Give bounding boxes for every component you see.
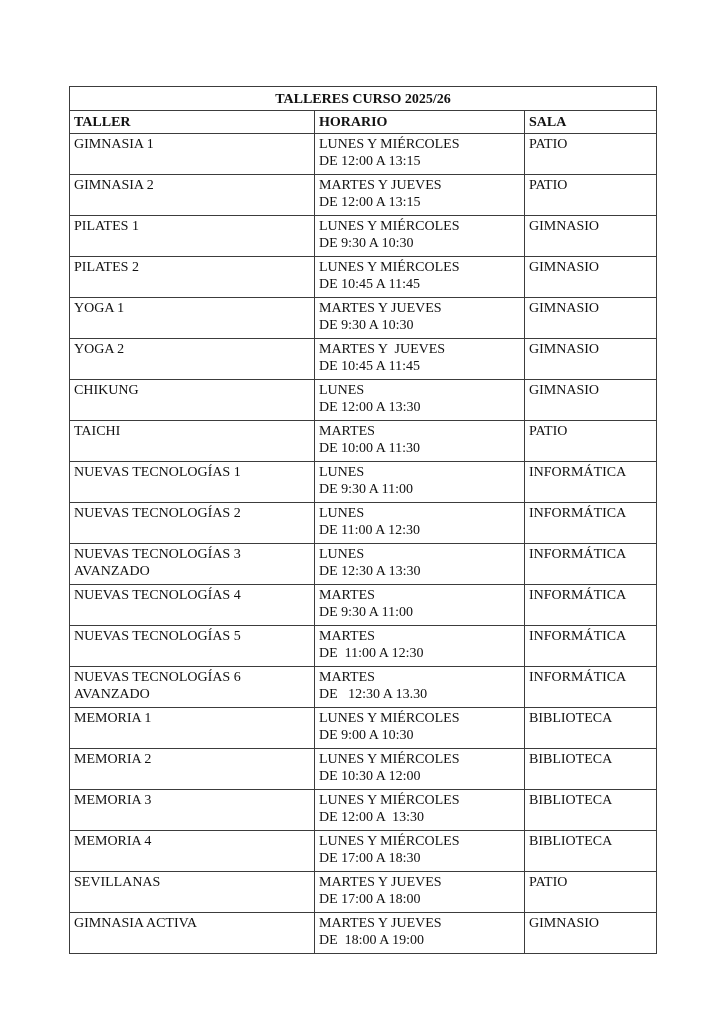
cell-taller	[70, 298, 315, 339]
taller-name-line: AVANZADO	[74, 687, 150, 702]
table-title-row	[70, 87, 657, 111]
cell-horario	[315, 544, 525, 585]
table-row	[70, 216, 657, 257]
horario-line: LUNES Y MIÉRCOLES	[319, 834, 460, 849]
horario-line: MARTES Y JUEVES	[319, 178, 442, 193]
cell-horario	[315, 257, 525, 298]
table-row	[70, 257, 657, 298]
horario-line: DE 12:30 A 13.30	[319, 687, 428, 702]
cell-horario	[315, 585, 525, 626]
horario-line: MARTES Y JUEVES	[319, 916, 442, 931]
taller-name-line: NUEVAS TECNOLOGÍAS 6	[74, 670, 241, 685]
horario-line: DE 17:00 A 18:30	[319, 851, 421, 866]
taller-name-line: NUEVAS TECNOLOGÍAS 5	[74, 629, 241, 644]
horario-line: MARTES Y JUEVES	[319, 342, 446, 357]
horario-line: DE 10:45 A 11:45	[319, 277, 420, 292]
taller-name-line: YOGA 2	[74, 342, 125, 357]
cell-sala: INFORMÁTICA	[525, 667, 657, 708]
cell-horario	[315, 749, 525, 790]
cell-horario	[315, 626, 525, 667]
cell-sala: GIMNASIO	[525, 913, 657, 954]
cell-horario	[315, 216, 525, 257]
cell-horario	[315, 175, 525, 216]
horario-line: DE 9:30 A 11:00	[319, 482, 413, 497]
horario-line: LUNES	[319, 547, 365, 562]
cell-horario	[315, 831, 525, 872]
horario-line: MARTES	[319, 670, 375, 685]
horario-line: MARTES	[319, 629, 375, 644]
cell-taller	[70, 175, 315, 216]
table-row	[70, 749, 657, 790]
cell-taller	[70, 544, 315, 585]
horario-line: LUNES Y MIÉRCOLES	[319, 752, 460, 767]
horario-line: LUNES	[319, 465, 365, 480]
column-header-horario: HORARIO	[315, 111, 525, 134]
table-row	[70, 298, 657, 339]
cell-horario	[315, 298, 525, 339]
horario-line: DE 11:00 A 12:30	[319, 646, 424, 661]
cell-sala: INFORMÁTICA	[525, 503, 657, 544]
cell-horario	[315, 421, 525, 462]
cell-sala: INFORMÁTICA	[525, 626, 657, 667]
table-row	[70, 790, 657, 831]
cell-taller	[70, 790, 315, 831]
taller-name-line: GIMNASIA 2	[74, 178, 154, 193]
cell-sala: PATIO	[525, 134, 657, 175]
table-row	[70, 585, 657, 626]
horario-line: LUNES Y MIÉRCOLES	[319, 137, 460, 152]
taller-name-line: SEVILLANAS	[74, 875, 161, 890]
horario-line: DE 9:30 A 10:30	[319, 318, 414, 333]
cell-sala: GIMNASIO	[525, 216, 657, 257]
horario-line: MARTES Y JUEVES	[319, 301, 442, 316]
horario-line: DE 12:00 A 13:30	[319, 400, 421, 415]
horario-line: DE 10:00 A 11:30	[319, 441, 420, 456]
cell-sala: INFORMÁTICA	[525, 544, 657, 585]
cell-horario	[315, 790, 525, 831]
taller-name-line: NUEVAS TECNOLOGÍAS 2	[74, 506, 241, 521]
table-row	[70, 462, 657, 503]
table-row	[70, 626, 657, 667]
cell-horario	[315, 503, 525, 544]
cell-taller	[70, 462, 315, 503]
cell-sala: INFORMÁTICA	[525, 462, 657, 503]
taller-name-line: TAICHI	[74, 424, 121, 439]
taller-name-line: MEMORIA 1	[74, 711, 152, 726]
cell-sala: GIMNASIO	[525, 257, 657, 298]
horario-line: MARTES	[319, 588, 375, 603]
cell-sala: PATIO	[525, 421, 657, 462]
cell-taller	[70, 831, 315, 872]
table-row	[70, 380, 657, 421]
taller-name-line: YOGA 1	[74, 301, 125, 316]
taller-name-line: MEMORIA 2	[74, 752, 152, 767]
taller-name-line: NUEVAS TECNOLOGÍAS 3	[74, 547, 241, 562]
cell-taller	[70, 872, 315, 913]
cell-sala: GIMNASIO	[525, 339, 657, 380]
cell-horario	[315, 708, 525, 749]
cell-taller	[70, 913, 315, 954]
cell-sala: PATIO	[525, 872, 657, 913]
cell-taller	[70, 667, 315, 708]
cell-taller	[70, 503, 315, 544]
taller-name-line: NUEVAS TECNOLOGÍAS 4	[74, 588, 241, 603]
cell-taller	[70, 749, 315, 790]
horario-line: DE 17:00 A 18:00	[319, 892, 421, 907]
cell-sala: GIMNASIO	[525, 380, 657, 421]
table-title: TALLERES CURSO 2025/26	[70, 87, 657, 111]
cell-sala: BIBLIOTECA	[525, 749, 657, 790]
horario-line: DE 9:30 A 11:00	[319, 605, 413, 620]
horario-line: DE 12:00 A 13:15	[319, 154, 421, 169]
horario-line: DE 18:00 A 19:00	[319, 933, 425, 948]
horario-line: MARTES Y JUEVES	[319, 875, 442, 890]
cell-taller	[70, 585, 315, 626]
cell-taller	[70, 380, 315, 421]
cell-horario	[315, 339, 525, 380]
table-row	[70, 175, 657, 216]
cell-taller	[70, 626, 315, 667]
table-row	[70, 421, 657, 462]
taller-name-line: PILATES 1	[74, 219, 139, 234]
table-row	[70, 503, 657, 544]
taller-name-line: CHIKUNG	[74, 383, 139, 398]
horario-line: DE 12:00 A 13:15	[319, 195, 421, 210]
horario-line: DE 10:45 A 11:45	[319, 359, 420, 374]
cell-horario	[315, 872, 525, 913]
horario-line: DE 12:30 A 13:30	[319, 564, 421, 579]
column-header-taller: TALLER	[70, 111, 315, 134]
horario-line: DE 12:00 A 13:30	[319, 810, 425, 825]
horario-line: DE 9:30 A 10:30	[319, 236, 414, 251]
table-header-row	[70, 111, 657, 134]
horario-line: LUNES Y MIÉRCOLES	[319, 260, 460, 275]
cell-taller	[70, 708, 315, 749]
cell-taller	[70, 134, 315, 175]
cell-sala: BIBLIOTECA	[525, 708, 657, 749]
taller-name-line: MEMORIA 4	[74, 834, 152, 849]
table-row	[70, 544, 657, 585]
table-row	[70, 913, 657, 954]
cell-taller	[70, 421, 315, 462]
horario-line: DE 10:30 A 12:00	[319, 769, 421, 784]
cell-sala: BIBLIOTECA	[525, 790, 657, 831]
taller-name-line: MEMORIA 3	[74, 793, 152, 808]
cell-horario	[315, 380, 525, 421]
document-page	[69, 86, 656, 954]
table-row	[70, 872, 657, 913]
cell-horario	[315, 667, 525, 708]
table-row	[70, 667, 657, 708]
cell-sala: BIBLIOTECA	[525, 831, 657, 872]
taller-name-line: AVANZADO	[74, 564, 150, 579]
table-row	[70, 831, 657, 872]
cell-sala: GIMNASIO	[525, 298, 657, 339]
horario-line: LUNES Y MIÉRCOLES	[319, 793, 460, 808]
horario-line: DE 9:00 A 10:30	[319, 728, 414, 743]
horario-line: LUNES	[319, 506, 365, 521]
horario-line: LUNES Y MIÉRCOLES	[319, 711, 460, 726]
taller-name-line: NUEVAS TECNOLOGÍAS 1	[74, 465, 241, 480]
taller-name-line: GIMNASIA ACTIVA	[74, 916, 198, 931]
cell-taller	[70, 216, 315, 257]
cell-horario	[315, 913, 525, 954]
horario-line: LUNES	[319, 383, 365, 398]
column-header-sala: SALA	[525, 111, 657, 134]
table-row	[70, 339, 657, 380]
horario-line: MARTES	[319, 424, 375, 439]
cell-taller	[70, 257, 315, 298]
table-row	[70, 134, 657, 175]
cell-sala: PATIO	[525, 175, 657, 216]
horario-line: DE 11:00 A 12:30	[319, 523, 420, 538]
cell-horario	[315, 134, 525, 175]
table-body	[70, 134, 657, 954]
taller-name-line: PILATES 2	[74, 260, 139, 275]
cell-taller	[70, 339, 315, 380]
table-row	[70, 708, 657, 749]
cell-horario	[315, 462, 525, 503]
workshops-table	[69, 86, 657, 954]
taller-name-line: GIMNASIA 1	[74, 137, 154, 152]
horario-line: LUNES Y MIÉRCOLES	[319, 219, 460, 234]
cell-sala: INFORMÁTICA	[525, 585, 657, 626]
